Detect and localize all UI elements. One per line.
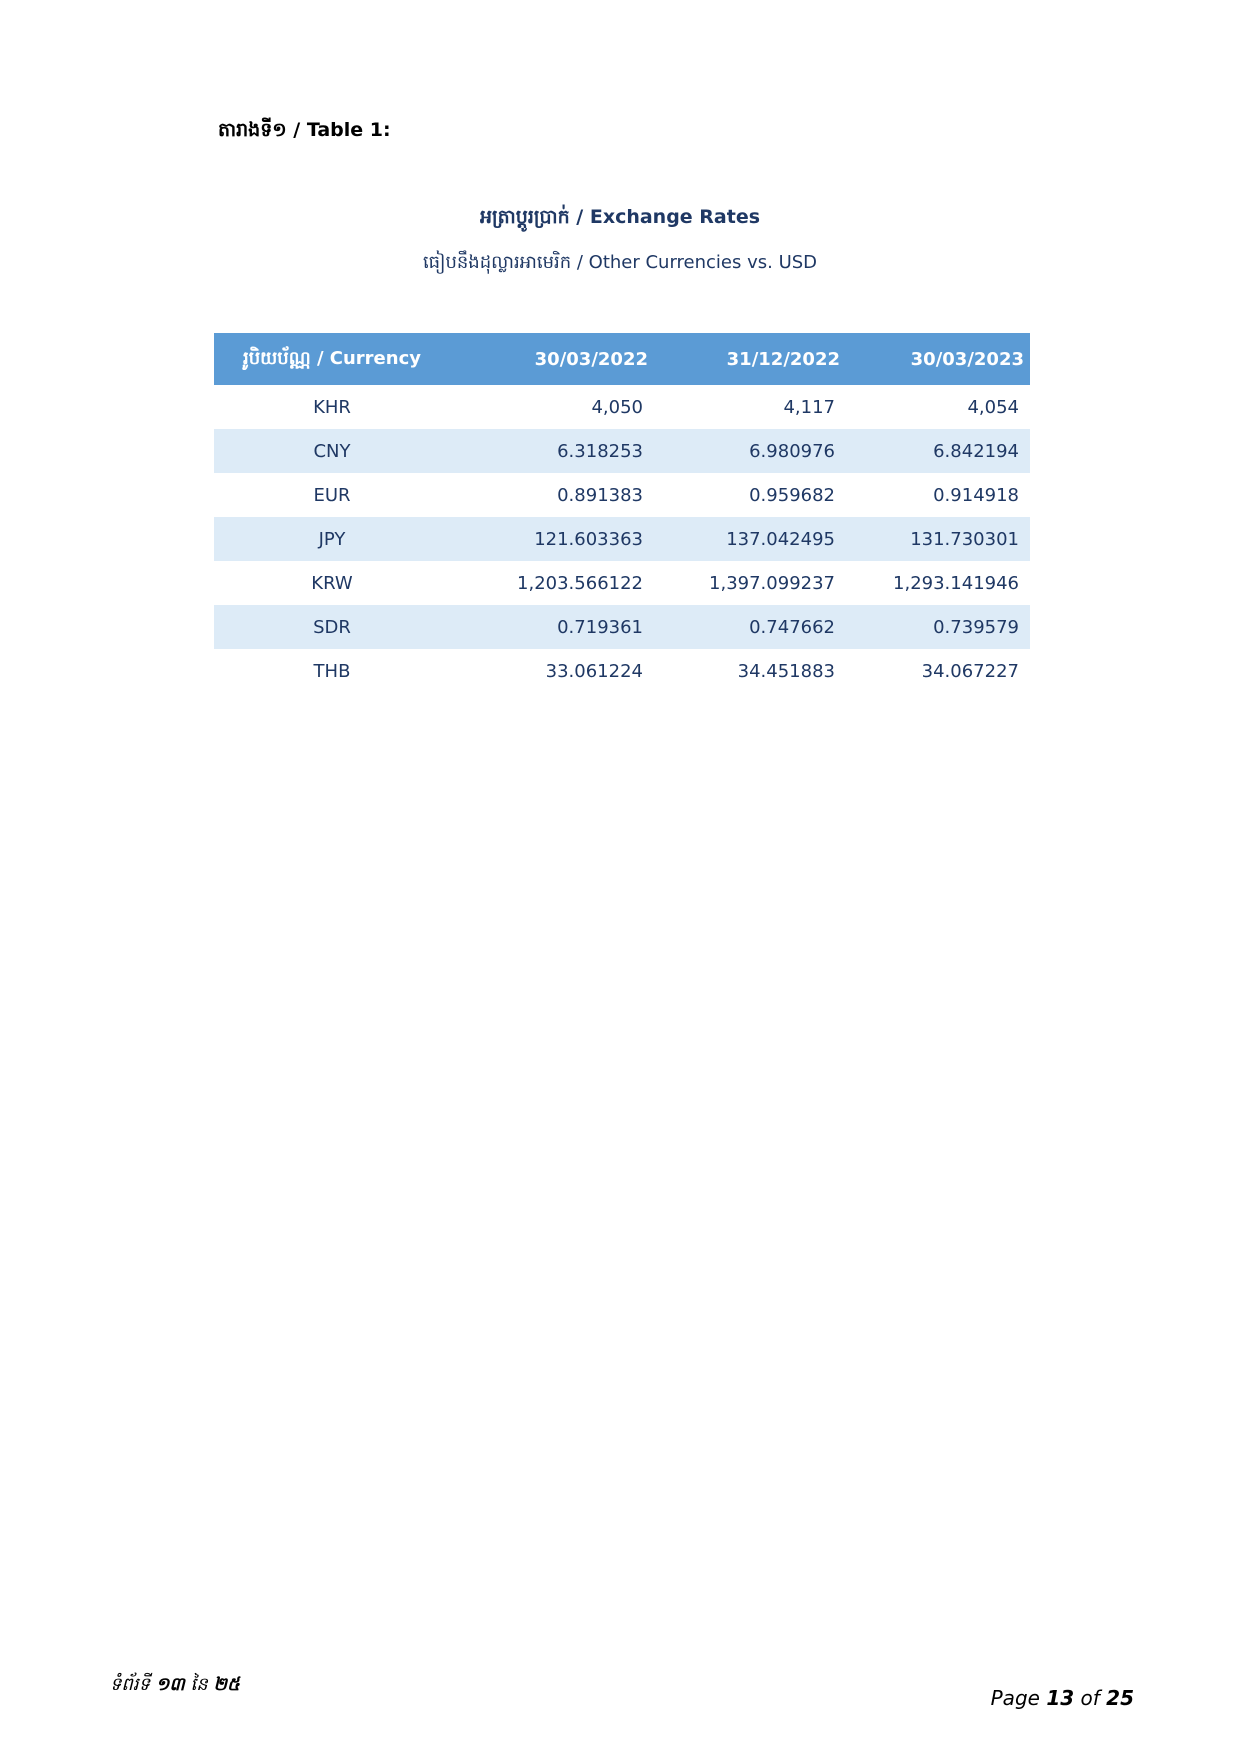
table-subtitle: ធៀបនឹងដុល្លារអាមេរិក / Other Currencies vs. USD	[422, 252, 818, 273]
rate-cell: 6.842194	[846, 429, 1030, 473]
footer-page-total: 25	[1106, 1686, 1134, 1710]
footer-khmer-page: ១៣	[155, 1674, 185, 1695]
header-currency: រូបិយប័ណ្ណ / Currency	[214, 333, 450, 385]
table-row	[214, 605, 1030, 649]
table-title: អត្រាប្តូរប្រាក់ / Exchange Rates	[479, 206, 761, 228]
table-row	[214, 649, 1030, 693]
rate-cell: 131.730301	[846, 517, 1030, 561]
footer-page-number	[991, 1686, 1134, 1710]
currency-code: SDR	[214, 605, 450, 649]
rate-cell: 34.451883	[737, 660, 835, 682]
table-row	[214, 429, 1030, 473]
header-row	[214, 333, 1030, 385]
rate-cell: 0.747662	[654, 605, 846, 649]
rate-cell: 4,117	[783, 396, 835, 418]
header-date-2: 31/12/2022	[654, 333, 846, 385]
rate-cell: 137.042495	[654, 517, 846, 561]
rate-cell: 4,054	[967, 396, 1019, 418]
footer-khmer-page-number	[110, 1672, 240, 1699]
currency-code: KRW	[311, 572, 353, 594]
table-header	[214, 333, 1030, 385]
currency-code: JPY	[214, 517, 450, 561]
rate-cell: 6.980976	[654, 429, 846, 473]
rate-cell: 0.959682	[749, 484, 835, 506]
rate-cell: 1,397.099237	[709, 572, 835, 594]
footer-page-current: 13	[1046, 1686, 1075, 1710]
rate-cell: 0.719361	[450, 605, 654, 649]
rate-cell: 0.914918	[933, 484, 1019, 506]
rate-cell: 6.318253	[450, 429, 654, 473]
rate-cell: 121.603363	[450, 517, 654, 561]
footer-khmer-of: នៃ	[190, 1674, 208, 1695]
currency-code: THB	[313, 660, 351, 682]
footer-of-word: of	[1080, 1686, 1100, 1710]
currency-code: CNY	[214, 429, 450, 473]
rate-cell: 34.067227	[921, 660, 1019, 682]
footer-khmer-prefix: ទំព័រទី	[110, 1674, 150, 1695]
table-row	[214, 385, 1030, 429]
footer-khmer-total: ២៥	[213, 1674, 240, 1695]
exchange-rates-table	[214, 333, 1030, 693]
table-row	[214, 561, 1030, 605]
rate-cell: 4,050	[591, 396, 643, 418]
rate-cell: 1,293.141946	[893, 572, 1019, 594]
table-row	[214, 473, 1030, 517]
currency-code: EUR	[313, 484, 351, 506]
table-body	[214, 385, 1030, 693]
rate-cell: 33.061224	[545, 660, 643, 682]
footer-page-word: Page	[990, 1686, 1040, 1710]
header-date-3: 30/03/2023	[846, 333, 1030, 385]
rate-cell: 1,203.566122	[517, 572, 643, 594]
table-row	[214, 517, 1030, 561]
header-date-1: 30/03/2022	[450, 333, 654, 385]
currency-code: KHR	[313, 396, 351, 418]
rate-cell: 0.891383	[557, 484, 643, 506]
table-caption: តារាងទី១ / Table 1:	[218, 119, 391, 141]
rate-cell: 0.739579	[846, 605, 1030, 649]
